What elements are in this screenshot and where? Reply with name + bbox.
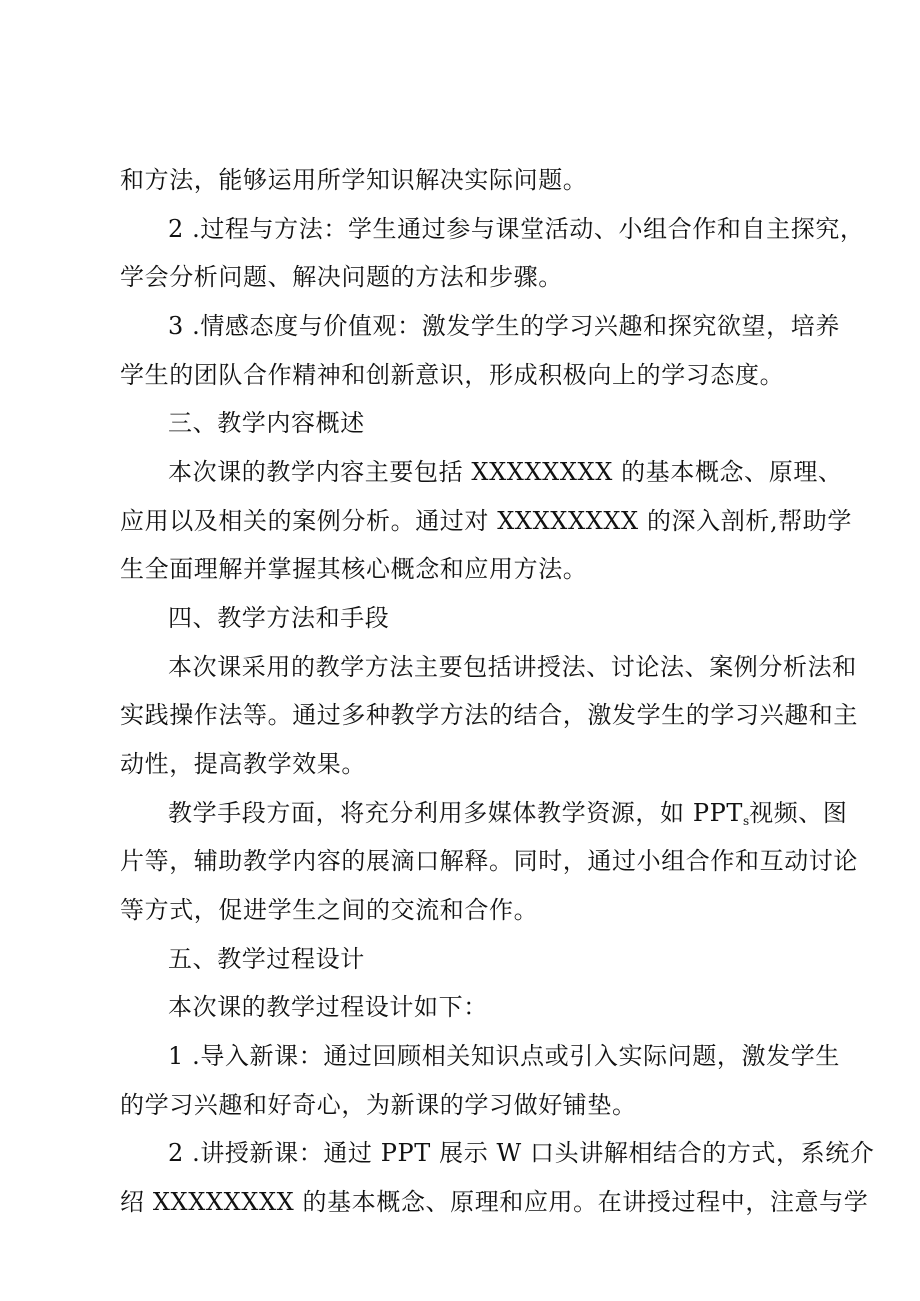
- paragraph-line-knowledge-end: 和方法，能够运用所学知识解决实际问题。: [120, 166, 588, 194]
- paragraph-means-line-2: 片等，辅助教学内容的展滴口解释。同时，通过小组合作和互动讨论: [120, 847, 858, 875]
- paragraph-means-text-before: 教学手段方面，将充分利用多媒体教学资源，如 PPT: [168, 799, 743, 827]
- list-item-process-method: 2 .过程与方法：学生通过参与课堂活动、小组合作和自主探究，: [168, 215, 865, 243]
- section-heading-methods: 四、教学方法和手段: [168, 604, 390, 632]
- paragraph-content-line-1: 本次课的教学内容主要包括 XXXXXXXX 的基本概念、原理、: [168, 458, 843, 486]
- list-item-teach-new-lesson: 2 .讲授新课：通过 PPT 展示 W 口头讲解相结合的方式，系统介: [168, 1139, 875, 1167]
- paragraph-methods-line-1: 本次课采用的教学方法主要包括讲授法、讨论法、案例分析法和: [168, 653, 857, 681]
- paragraph-means-subscript: s: [742, 814, 750, 828]
- paragraph-methods-line-2: 实践操作法等。通过多种教学方法的结合，激发学生的学习兴趣和主: [120, 701, 858, 729]
- paragraph-methods-line-3: 动性，提高教学效果。: [120, 750, 366, 778]
- paragraph-means-line-3: 等方式，促进学生之间的交流和合作。: [120, 896, 539, 924]
- paragraph-content-line-2: 应用以及相关的案例分析。通过对 XXXXXXXX 的深入剖析,帮助学: [120, 507, 852, 535]
- list-item-teach-new-lesson-cont: 绍 XXXXXXXX 的基本概念、原理和应用。在讲授过程中，注意与学: [120, 1188, 869, 1216]
- list-item-intro-new-lesson-cont: 的学习兴趣和好奇心，为新课的学习做好铺垫。: [120, 1091, 637, 1119]
- section-heading-process-design: 五、教学过程设计: [168, 945, 365, 973]
- list-item-emotion-values-cont: 学生的团队合作精神和创新意识，形成积极向上的学习态度。: [120, 361, 785, 389]
- section-heading-content-overview: 三、教学内容概述: [168, 409, 365, 437]
- list-item-process-method-cont: 学会分析问题、解决问题的方法和步骤。: [120, 263, 563, 291]
- paragraph-means-line-1: [168, 798, 848, 836]
- paragraph-means-text-after: 视频、图: [749, 799, 848, 827]
- paragraph-process-intro: 本次课的教学过程设计如下：: [168, 993, 488, 1021]
- paragraph-content-line-3: 生全面理解并掌握其核心概念和应用方法。: [120, 555, 588, 583]
- list-item-intro-new-lesson: 1 .导入新课：通过回顾相关知识点或引入实际问题，激发学生: [168, 1042, 840, 1070]
- list-item-emotion-values: 3 .情感态度与价值观：激发学生的学习兴趣和探究欲望，培养: [168, 312, 840, 340]
